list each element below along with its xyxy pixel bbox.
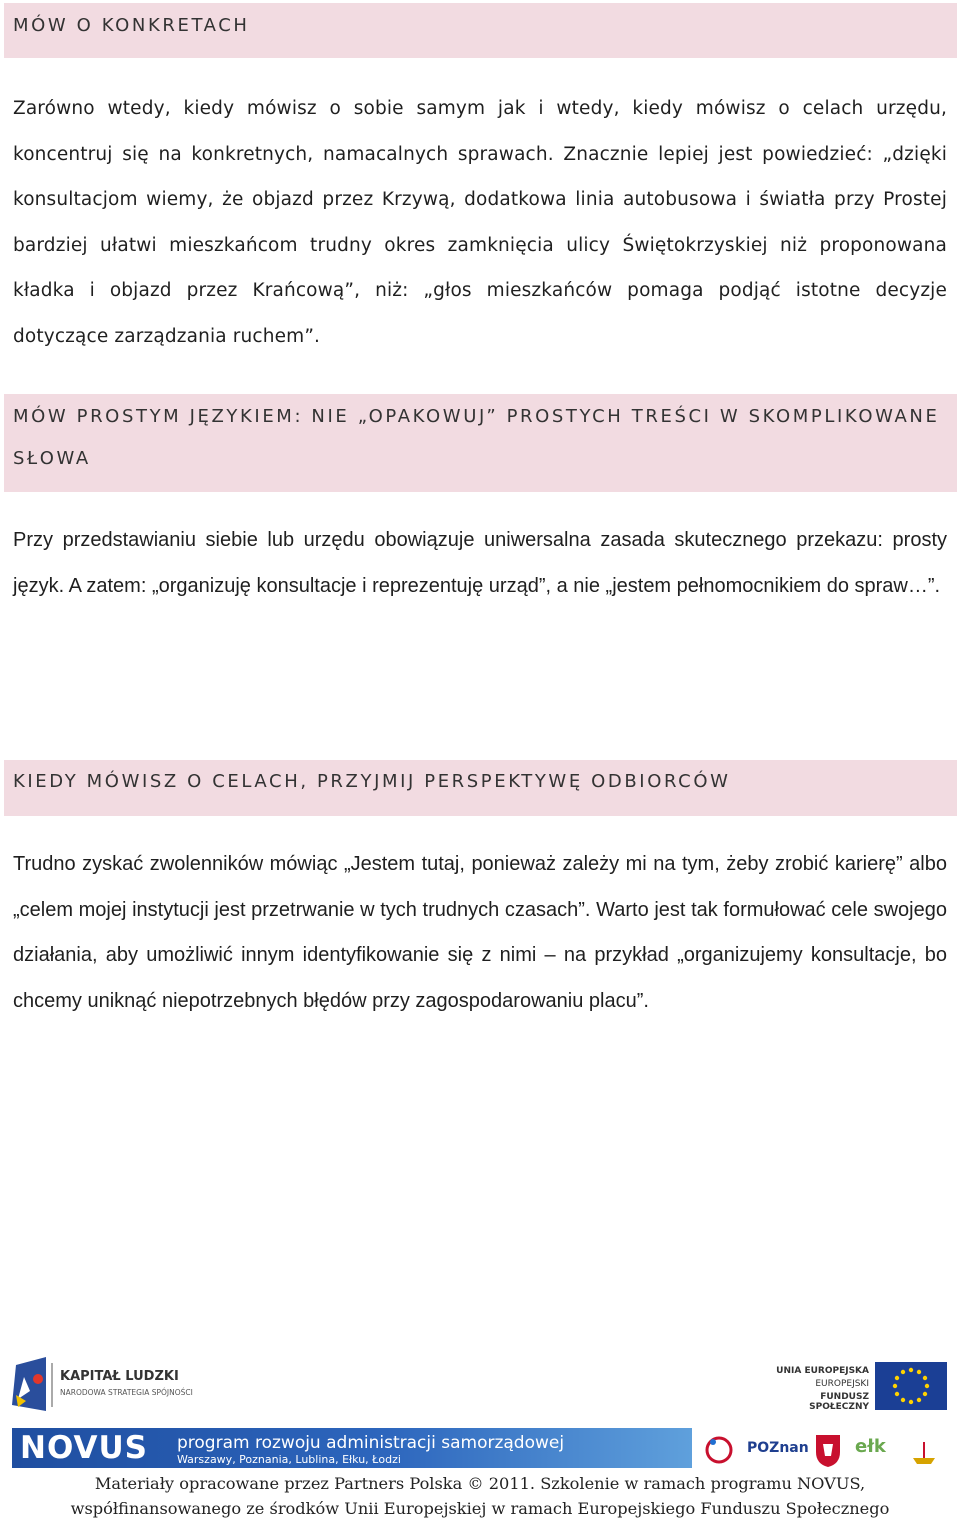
footer-credit-line-1: Materiały opracowane przez Partners Polska © 2011. Szkolenie w ramach programu NOVUS,: [94, 1474, 866, 1493]
elk-logo: ełk: [855, 1436, 886, 1457]
section-heading: MÓW O KONKRETACH: [4, 3, 957, 58]
eu-logo: [770, 1360, 955, 1412]
kapital-ludzki-logo: [8, 1355, 208, 1415]
lublin-coat-of-arms-icon: [813, 1432, 843, 1468]
section-paragraph: Zarówno wtedy, kiedy mówisz o sobie samym jak i wtedy, kiedy mówisz o celach urzędu, koncentruj się na konkretnych, namacalnych sprawach. Znacznie lepiej jest powiedzieć: „dzięki konsultacjom wiemy, że objazd przez Krzywą, dodatkowa linia autobusowa i światła przy Prostej bardziej ułatwi mieszkańcom trudny okres zamknięcia ulicy Świętokrzyskiej niż proponowana kładka i objazd przez Krańcową”, niż: „głos mieszkańców pomaga podjąć istotne decyzje dotyczące zarządzania ruchem”.: [13, 98, 947, 347]
novus-program-title: program rozwoju administracji samorządowej: [177, 1433, 565, 1453]
eu-line-1: UNIA EUROPEJSKA: [776, 1366, 869, 1376]
section-paragraph: Trudno zyskać zwolenników mówiąc „Jestem tutaj, ponieważ zależy mi na tym, żeby zrobić karierę” albo „celem mojej instytucji jest przetrwanie w tych trudnych czasach”. Warto jest tak formułować cele swojego działania, aby umożliwić innym identyfikowanie się z nimi – na przykład „organizujemy konsultacje, bo chcemy uniknąć niepotrzebnych błędów przy zagospodarowaniu placu”.: [13, 853, 947, 1012]
kapital-ludzki-title: KAPITAŁ LUDZKI: [60, 1369, 179, 1384]
eu-line-3: FUNDUSZ SPOŁECZNY: [809, 1392, 869, 1412]
partner-logos: [695, 1430, 955, 1470]
lodz-boat-logo-icon: [907, 1432, 941, 1468]
section-paragraph: Przy przedstawianiu siebie lub urzędu obowiązuje uniwersalna zasada skutecznego przekazu: prosty język. A zatem: „organizuję konsultacje i reprezentuję urząd”, a nie „jestem pełnomocnikiem do spraw…”.: [13, 529, 947, 597]
novus-logo: NOVUS: [20, 1430, 148, 1466]
eu-flag-icon: [875, 1362, 947, 1410]
poznan-logo: POZnan: [747, 1440, 809, 1456]
footer-credit-line-2: współfinansowanego ze środków Unii Europejskiej w ramach Europejskiego Funduszu Społecznego: [70, 1499, 890, 1518]
eu-line-2: EUROPEJSKI: [815, 1379, 869, 1389]
kapital-ludzki-subtitle: NARODOWA STRATEGIA SPÓJNOŚCI: [60, 1388, 193, 1397]
warsaw-logo-icon: [699, 1432, 739, 1468]
section-heading: KIEDY MÓWISZ O CELACH, PRZYJMIJ PERSPEKTYWĘ ODBIORCÓW: [4, 760, 957, 816]
novus-cities: Warszawy, Poznania, Lublina, Ełku, Łodzi: [177, 1453, 401, 1466]
kapital-ludzki-emblem-icon: [8, 1355, 208, 1415]
novus-banner: [12, 1428, 692, 1468]
section-heading: MÓW PROSTYM JĘZYKIEM: NIE „OPAKOWUJ” PROSTYCH TREŚCI W SKOMPLIKOWANE SŁOWA: [4, 394, 957, 492]
